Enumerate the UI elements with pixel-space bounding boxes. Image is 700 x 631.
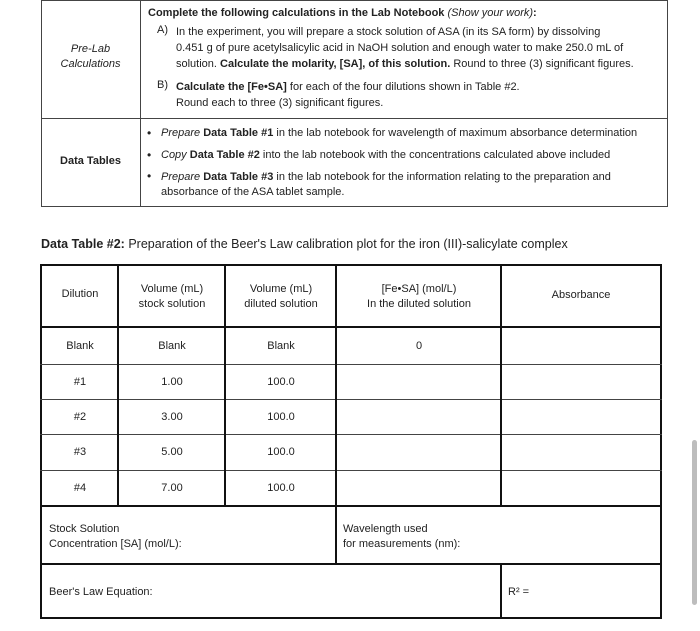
bullet-item-3 bbox=[161, 170, 666, 200]
cell-concentration: 0 bbox=[415, 340, 423, 352]
cell-diluted-volume: Blank bbox=[267, 340, 295, 352]
prelab-label bbox=[41, 42, 140, 72]
part-b-marker: B) bbox=[157, 79, 168, 91]
part-a-line3-end: Round to three (3) significant figures. bbox=[453, 58, 634, 70]
part-b-line2: Round each to three (3) significant figures. bbox=[176, 97, 384, 109]
wavelength-label bbox=[343, 522, 460, 552]
header-stock-line1: Volume (mL) bbox=[140, 283, 204, 295]
r-squared-label: R² = bbox=[508, 586, 530, 598]
part-a-line1: In the experiment, you will prepare a stock solution of ASA (in its SA form) by dissolving bbox=[176, 26, 601, 38]
prelab-label-line2: Calculations bbox=[60, 58, 121, 70]
part-a-line3-plain: solution. bbox=[176, 58, 217, 70]
header-stock-volume bbox=[119, 282, 225, 312]
bullet-1-table: Data Table #1 bbox=[203, 127, 274, 139]
header-absorbance: Absorbance bbox=[551, 289, 611, 301]
wavelength-line2: for measurements (nm): bbox=[343, 538, 461, 550]
cell-dilution: #4 bbox=[73, 482, 87, 494]
part-b-line1-bold: Calculate the [Fe•SA] bbox=[176, 81, 287, 93]
bullet-2-verb: Copy bbox=[161, 149, 187, 161]
cell-diluted-volume: 100.0 bbox=[267, 446, 295, 458]
header-diluted-line1: Volume (mL) bbox=[249, 283, 313, 295]
table2-title-bold: Data Table #2: bbox=[41, 237, 125, 251]
cell-stock-volume: 3.00 bbox=[161, 411, 183, 423]
cell-dilution: Blank bbox=[66, 340, 94, 352]
header-concentration bbox=[337, 282, 501, 312]
part-a-line2: 0.451 g of pure acetylsalicylic acid in NaOH solution and enough water to make 250.0 mL of bbox=[176, 42, 624, 54]
table2-title-rest: Preparation of the Beer's Law calibration plot for the iron (III)-salicylate complex bbox=[128, 237, 568, 251]
part-a-line3-bold: Calculate the molarity, [SA], of this solution. bbox=[220, 58, 451, 70]
stock-solution-line1: Stock Solution bbox=[49, 523, 120, 535]
bullet-1-verb: Prepare bbox=[161, 127, 201, 139]
cell-diluted-volume: 100.0 bbox=[267, 482, 295, 494]
bullet-icon: • bbox=[147, 148, 152, 162]
cell-stock-volume: 5.00 bbox=[161, 446, 183, 458]
bullet-item-2 bbox=[161, 149, 666, 161]
header-diluted-volume bbox=[226, 282, 336, 312]
cell-dilution: #1 bbox=[73, 376, 87, 388]
cell-stock-volume: 7.00 bbox=[161, 482, 183, 494]
cell-dilution: #3 bbox=[73, 446, 87, 458]
bullet-icon: • bbox=[147, 126, 152, 140]
bullet-3-line2: absorbance of the ASA tablet sample. bbox=[161, 186, 345, 198]
data-tables-label: Data Tables bbox=[60, 155, 121, 167]
header-stock-line2: stock solution bbox=[138, 298, 206, 310]
part-a-line3 bbox=[176, 56, 666, 72]
bullet-3-rest: in the lab notebook for the information relating to the preparation and bbox=[276, 171, 611, 183]
prelab-label-line1: Pre-Lab bbox=[70, 43, 111, 55]
part-b-line1 bbox=[176, 79, 666, 95]
bullet-2-rest: into the lab notebook with the concentrations calculated above included bbox=[262, 149, 611, 161]
header-diluted-line2: diluted solution bbox=[244, 298, 318, 310]
stock-solution-line2: Concentration [SA] (mol/L): bbox=[49, 538, 182, 550]
bullet-icon: • bbox=[147, 169, 152, 183]
wavelength-line1: Wavelength used bbox=[343, 523, 428, 535]
prelab-heading-note: (Show your work) bbox=[447, 7, 534, 19]
scrollbar[interactable] bbox=[692, 440, 697, 605]
part-a-marker: A) bbox=[157, 24, 168, 36]
cell-stock-volume: Blank bbox=[158, 340, 186, 352]
stock-solution-label bbox=[49, 522, 182, 552]
cell-dilution: #2 bbox=[73, 411, 87, 423]
header-conc-line2: In the diluted solution bbox=[367, 298, 471, 310]
bullet-item-1 bbox=[161, 127, 666, 139]
part-b-line1-end: for each of the four dilutions shown in Table #2. bbox=[289, 81, 520, 93]
table2-title bbox=[41, 237, 568, 251]
cell-diluted-volume: 100.0 bbox=[267, 411, 295, 423]
part-b-text bbox=[176, 79, 666, 111]
beers-law-label: Beer's Law Equation: bbox=[49, 586, 153, 598]
bullet-1-rest: in the lab notebook for wavelength of maximum absorbance determination bbox=[276, 127, 638, 139]
prelab-heading-colon: : bbox=[533, 7, 537, 19]
cell-stock-volume: 1.00 bbox=[161, 376, 183, 388]
prelab-heading-text: Complete the following calculations in the Lab Notebook bbox=[148, 7, 445, 19]
part-a-text bbox=[176, 24, 666, 72]
bullet-3-table: Data Table #3 bbox=[203, 171, 274, 183]
bullet-3-verb: Prepare bbox=[161, 171, 201, 183]
bullet-2-table: Data Table #2 bbox=[189, 149, 260, 161]
prelab-heading bbox=[148, 5, 663, 21]
cell-diluted-volume: 100.0 bbox=[267, 376, 295, 388]
header-conc-line1: [Fe•SA] (mol/L) bbox=[381, 283, 457, 295]
header-dilution: Dilution bbox=[61, 288, 99, 300]
